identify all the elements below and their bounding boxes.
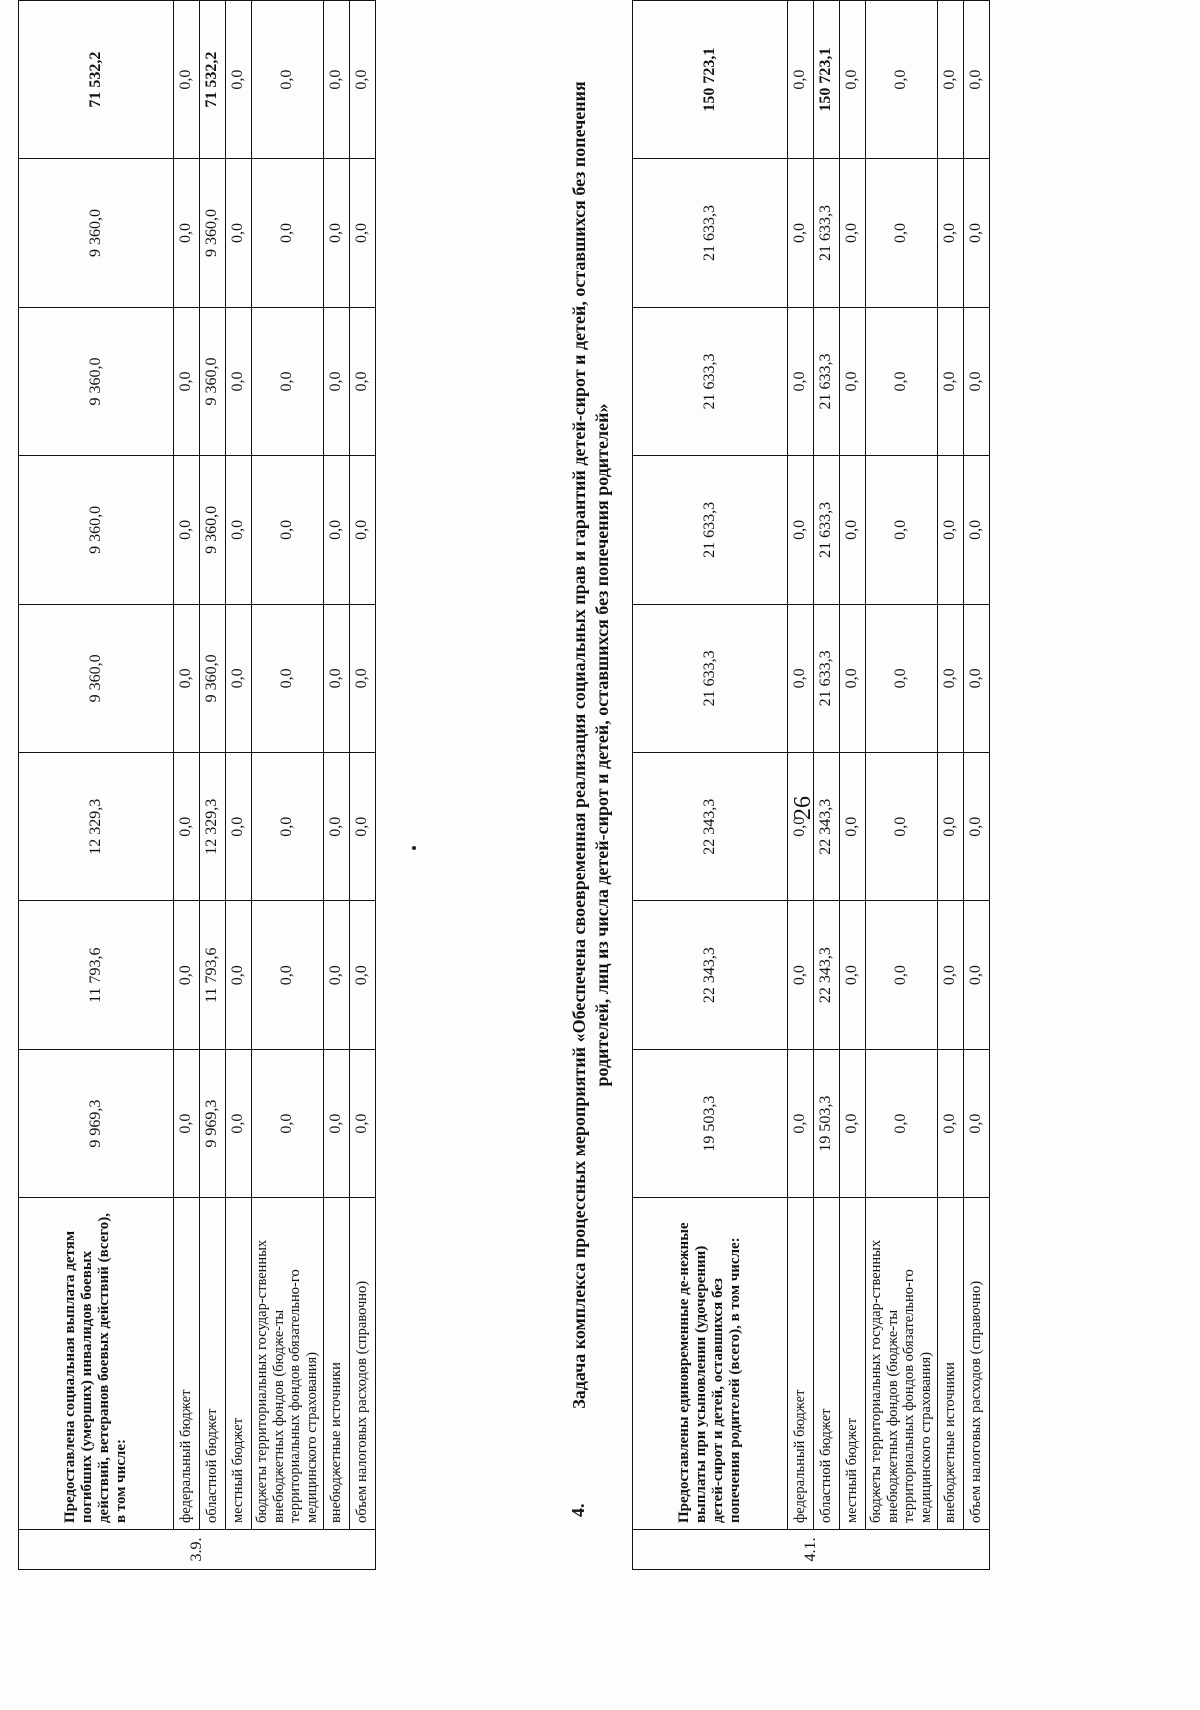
value-cell: 0,0 bbox=[174, 456, 200, 604]
table-row bbox=[633, 1, 788, 1570]
value-cell: 0,0 bbox=[349, 307, 375, 455]
value-cell: 9 360,0 bbox=[19, 307, 174, 455]
value-cell: 0,0 bbox=[174, 159, 200, 307]
value-cell: 9 969,3 bbox=[200, 1049, 226, 1197]
value-cell: 0,0 bbox=[866, 159, 938, 307]
value-cell: 21 633,3 bbox=[633, 456, 788, 604]
value-cell: 0,0 bbox=[349, 159, 375, 307]
value-cell: 0,0 bbox=[252, 1049, 324, 1197]
value-cell: 0,0 bbox=[866, 1049, 938, 1197]
value-cell: 22 343,3 bbox=[814, 753, 840, 901]
value-cell: 0,0 bbox=[349, 901, 375, 1049]
value-cell: 22 343,3 bbox=[633, 901, 788, 1049]
value-cell: 0,0 bbox=[937, 753, 963, 901]
table-row bbox=[226, 1, 252, 1570]
value-cell: 0,0 bbox=[840, 456, 866, 604]
value-cell: 0,0 bbox=[840, 307, 866, 455]
value-cell: 0,0 bbox=[963, 307, 989, 455]
table-row bbox=[200, 1, 226, 1570]
value-cell: 0,0 bbox=[840, 604, 866, 752]
section-3-9-table bbox=[18, 0, 376, 1570]
value-cell: 9 360,0 bbox=[200, 456, 226, 604]
value-cell: 0,0 bbox=[349, 604, 375, 752]
total-cell: 0,0 bbox=[937, 1, 963, 159]
value-cell: 0,0 bbox=[226, 307, 252, 455]
table-row bbox=[174, 1, 200, 1570]
value-cell: 0,0 bbox=[937, 159, 963, 307]
value-cell: 0,0 bbox=[788, 159, 814, 307]
value-cell: 0,0 bbox=[174, 604, 200, 752]
total-cell: 0,0 bbox=[323, 1, 349, 159]
total-cell: 71 532,2 bbox=[19, 1, 174, 159]
value-cell: 0,0 bbox=[323, 753, 349, 901]
total-cell: 0,0 bbox=[840, 1, 866, 159]
table-row bbox=[349, 1, 375, 1570]
value-cell: 0,0 bbox=[788, 753, 814, 901]
section-4-1-table bbox=[632, 0, 990, 1570]
budget-table bbox=[632, 0, 990, 1570]
value-cell: 9 360,0 bbox=[19, 604, 174, 752]
table-row bbox=[937, 1, 963, 1570]
row-label: объем налоговых расходов (справочно) bbox=[349, 1198, 375, 1530]
value-cell: 0,0 bbox=[840, 753, 866, 901]
table-row bbox=[19, 1, 174, 1570]
value-cell: 0,0 bbox=[226, 604, 252, 752]
row-label: внебюджетные источники bbox=[937, 1198, 963, 1530]
table-row bbox=[788, 1, 814, 1570]
value-cell: 21 633,3 bbox=[633, 307, 788, 455]
value-cell: 0,0 bbox=[963, 456, 989, 604]
row-label: Предоставлены единовременные де-нежные выплаты при усыновлении (удочерении) детей-сирот и детей, оставшихся без попечения родителей (всего), в том числе: bbox=[633, 1198, 788, 1530]
total-cell: 0,0 bbox=[866, 1, 938, 159]
row-index: 3.9. bbox=[19, 1530, 376, 1570]
row-index: 4.1. bbox=[633, 1530, 990, 1570]
value-cell: 12 329,3 bbox=[200, 753, 226, 901]
table-row bbox=[963, 1, 989, 1570]
row-label: федеральный бюджет bbox=[174, 1198, 200, 1530]
value-cell: 0,0 bbox=[226, 159, 252, 307]
value-cell: 0,0 bbox=[963, 604, 989, 752]
total-cell: 0,0 bbox=[349, 1, 375, 159]
value-cell: 0,0 bbox=[963, 753, 989, 901]
value-cell: 0,0 bbox=[963, 1049, 989, 1197]
row-label: федеральный бюджет bbox=[788, 1198, 814, 1530]
row-label: областной бюджет bbox=[200, 1198, 226, 1530]
row-label: местный бюджет bbox=[840, 1198, 866, 1530]
value-cell: 21 633,3 bbox=[814, 456, 840, 604]
value-cell: 0,0 bbox=[226, 1049, 252, 1197]
value-cell: 0,0 bbox=[840, 159, 866, 307]
value-cell: 0,0 bbox=[349, 1049, 375, 1197]
total-cell: 0,0 bbox=[788, 1, 814, 159]
total-cell: 0,0 bbox=[252, 1, 324, 159]
value-cell: 0,0 bbox=[323, 1049, 349, 1197]
value-cell: 0,0 bbox=[937, 456, 963, 604]
value-cell: 19 503,3 bbox=[633, 1049, 788, 1197]
table-row bbox=[814, 1, 840, 1570]
value-cell: 0,0 bbox=[937, 1049, 963, 1197]
total-cell: 71 532,2 bbox=[200, 1, 226, 159]
total-cell: 0,0 bbox=[174, 1, 200, 159]
value-cell: 0,0 bbox=[866, 604, 938, 752]
value-cell: 21 633,3 bbox=[814, 307, 840, 455]
value-cell: 0,0 bbox=[174, 901, 200, 1049]
total-cell: 0,0 bbox=[963, 1, 989, 159]
value-cell: 0,0 bbox=[840, 901, 866, 1049]
value-cell: 0,0 bbox=[788, 456, 814, 604]
value-cell: 0,0 bbox=[963, 901, 989, 1049]
value-cell: 0,0 bbox=[226, 456, 252, 604]
value-cell: 21 633,3 bbox=[814, 159, 840, 307]
value-cell: 0,0 bbox=[349, 456, 375, 604]
row-label: Предоставлена социальная выплата детям погибших (умерших) инвалидов боевых действий, ветеранов боевых действий (всего), в том числе: bbox=[19, 1198, 174, 1530]
table-row bbox=[252, 1, 324, 1570]
value-cell: 0,0 bbox=[866, 901, 938, 1049]
value-cell: 0,0 bbox=[226, 901, 252, 1049]
value-cell: 9 969,3 bbox=[19, 1049, 174, 1197]
value-cell: 9 360,0 bbox=[19, 456, 174, 604]
value-cell: 0,0 bbox=[788, 604, 814, 752]
value-cell: 11 793,6 bbox=[200, 901, 226, 1049]
row-label: бюджеты территориальных государ-ственных внебюджетных фондов (бюдже-ты территориальных фондов обязательно-го медицинского страхования) bbox=[866, 1198, 938, 1530]
value-cell: 21 633,3 bbox=[633, 604, 788, 752]
value-cell: 0,0 bbox=[937, 604, 963, 752]
value-cell: 0,0 bbox=[226, 753, 252, 901]
value-cell: 0,0 bbox=[252, 753, 324, 901]
value-cell: 9 360,0 bbox=[200, 604, 226, 752]
value-cell: 0,0 bbox=[323, 307, 349, 455]
table-row bbox=[323, 1, 349, 1570]
value-cell: 0,0 bbox=[840, 1049, 866, 1197]
value-cell: 0,0 bbox=[937, 307, 963, 455]
value-cell: 19 503,3 bbox=[814, 1049, 840, 1197]
row-label: бюджеты территориальных государ-ственных внебюджетных фондов (бюдже-ты территориальных фондов обязательно-го медицинского страхования) bbox=[252, 1198, 324, 1530]
value-cell: 0,0 bbox=[174, 753, 200, 901]
value-cell: 0,0 bbox=[252, 159, 324, 307]
page-number: 26 bbox=[790, 796, 816, 820]
value-cell: 0,0 bbox=[788, 1049, 814, 1197]
value-cell: 11 793,6 bbox=[19, 901, 174, 1049]
value-cell: 0,0 bbox=[252, 604, 324, 752]
task-heading bbox=[568, 40, 613, 1450]
value-cell: 0,0 bbox=[866, 456, 938, 604]
table-row bbox=[866, 1, 938, 1570]
row-label: областной бюджет bbox=[814, 1198, 840, 1530]
value-cell: 0,0 bbox=[174, 1049, 200, 1197]
value-cell: 0,0 bbox=[788, 307, 814, 455]
value-cell: 0,0 bbox=[252, 901, 324, 1049]
value-cell: 0,0 bbox=[323, 604, 349, 752]
value-cell: 22 343,3 bbox=[814, 901, 840, 1049]
total-cell: 150 723,1 bbox=[633, 1, 788, 159]
budget-table bbox=[18, 0, 376, 1570]
total-cell: 150 723,1 bbox=[814, 1, 840, 159]
table-row bbox=[840, 1, 866, 1570]
value-cell: 12 329,3 bbox=[19, 753, 174, 901]
value-cell: 0,0 bbox=[866, 753, 938, 901]
value-cell: 0,0 bbox=[937, 901, 963, 1049]
value-cell: 0,0 bbox=[963, 159, 989, 307]
value-cell: 21 633,3 bbox=[814, 604, 840, 752]
value-cell: 0,0 bbox=[252, 456, 324, 604]
row-label: внебюджетные источники bbox=[323, 1198, 349, 1530]
value-cell: 9 360,0 bbox=[19, 159, 174, 307]
row-label: местный бюджет bbox=[226, 1198, 252, 1530]
row-label: объем налоговых расходов (справочно) bbox=[963, 1198, 989, 1530]
task-title: Задача комплекса процессных мероприятий «Обеспечена своевременная реализация социальных прав и гарантий детей-сирот и детей, оставшихся без попечения родителей, лиц из числа детей-сирот и детей, оставшихся без попечения родителей» bbox=[569, 81, 612, 1409]
value-cell: 9 360,0 bbox=[200, 159, 226, 307]
total-cell: 0,0 bbox=[226, 1, 252, 159]
value-cell: 0,0 bbox=[323, 159, 349, 307]
value-cell: 0,0 bbox=[866, 307, 938, 455]
value-cell: 0,0 bbox=[349, 753, 375, 901]
value-cell: 0,0 bbox=[174, 307, 200, 455]
value-cell: 0,0 bbox=[788, 901, 814, 1049]
value-cell: 0,0 bbox=[323, 901, 349, 1049]
scan-speck bbox=[412, 846, 416, 850]
value-cell: 0,0 bbox=[323, 456, 349, 604]
value-cell: 0,0 bbox=[252, 307, 324, 455]
task-index: 4. bbox=[568, 1503, 588, 1517]
value-cell: 22 343,3 bbox=[633, 753, 788, 901]
value-cell: 9 360,0 bbox=[200, 307, 226, 455]
value-cell: 21 633,3 bbox=[633, 159, 788, 307]
